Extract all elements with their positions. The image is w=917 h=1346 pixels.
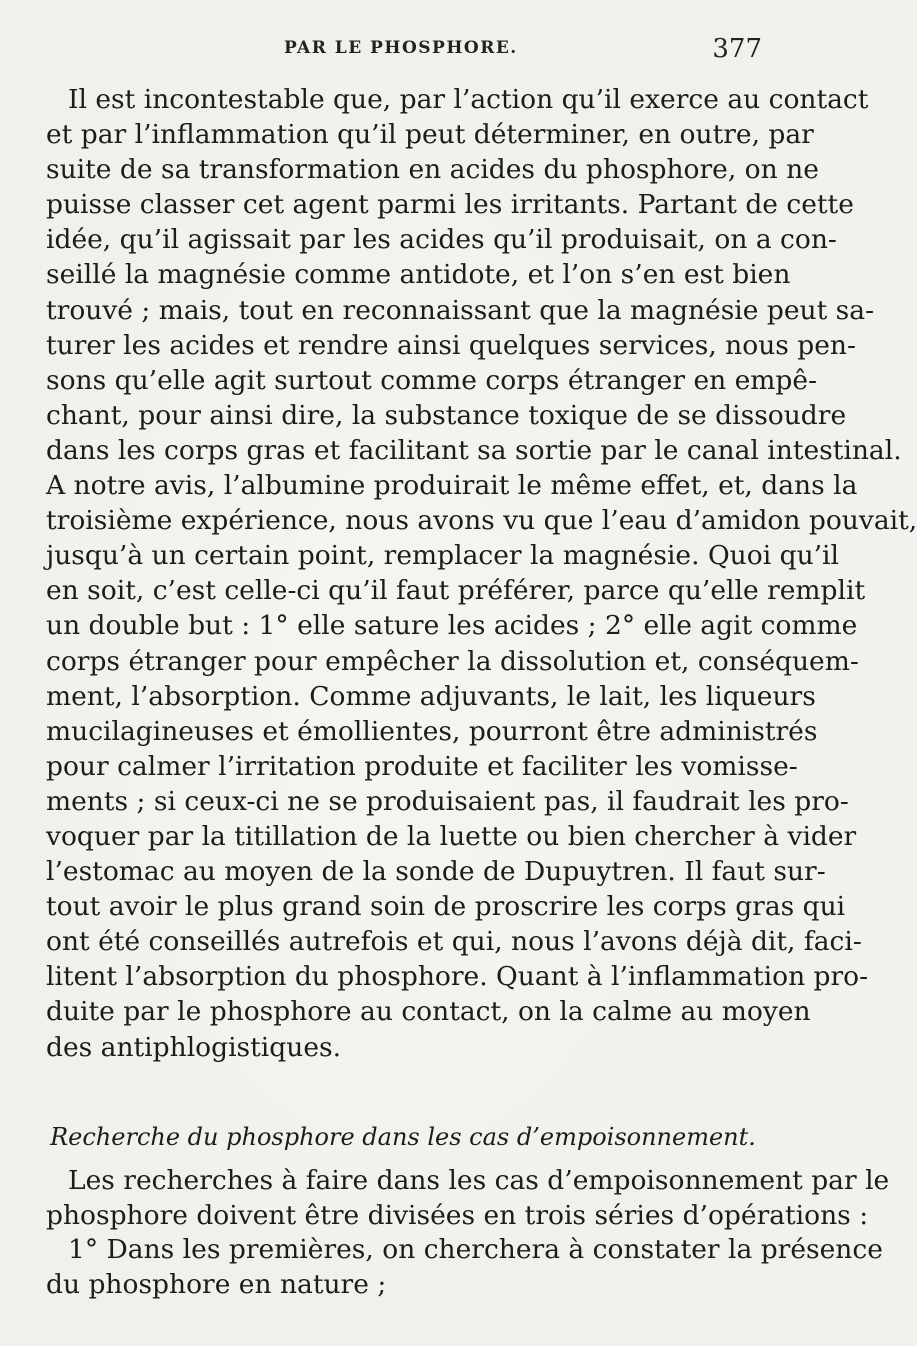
text-line: du phosphore en nature ; (46, 1268, 387, 1300)
text-line: trouvé ; mais, tout en reconnaissant que la magnésie peut sa- (46, 294, 875, 326)
paragraph-recherches (46, 1164, 890, 1302)
text-line: troisième expérience, nous avons vu que l’eau d’amidon pouvait, (46, 505, 917, 537)
text-line: suite de sa transformation en acides du phosphore, on ne (46, 154, 819, 186)
text-line: un double but : 1° elle sature les acides ; 2° elle agit comme (46, 610, 858, 642)
running-title: PAR LE PHOSPHORE. (284, 38, 518, 58)
text-line: seillé la magnésie comme antidote, et l’on s’en est bien (46, 259, 791, 291)
text-line: tout avoir le plus grand soin de proscrire les corps gras qui (46, 891, 846, 923)
text-line: et par l’inflammation qu’il peut déterminer, en outre, par (46, 119, 814, 151)
page-number: 377 (712, 34, 762, 64)
text-line: dans les corps gras et facilitant sa sortie par le canal intestinal. (46, 434, 902, 466)
text-line: mucilagineuses et émollientes, pourront être administrés (46, 715, 818, 747)
text-line: A notre avis, l’albumine produirait le même effet, et, dans la (46, 470, 858, 502)
text-line: idée, qu’il agissait par les acides qu’il produisait, on a con- (46, 224, 837, 256)
paragraph-antidote (46, 82, 917, 1065)
text-line: litent l’absorption du phosphore. Quant à l’inflammation pro- (46, 961, 869, 993)
text-line: Il est incontestable que, par l’action qu’il exerce au contact (68, 84, 869, 115)
text-line: chant, pour ainsi dire, la substance toxique de se dissoudre (46, 399, 847, 431)
text-line: sons qu’elle agit surtout comme corps étranger en empê- (46, 364, 818, 396)
text-line: duite par le phosphore au contact, on la calme au moyen (46, 996, 811, 1028)
text-line: jusqu’à un certain point, remplacer la magnésie. Quoi qu’il (46, 540, 840, 572)
text-line: Les recherches à faire dans les cas d’empoisonnement par le (68, 1165, 890, 1196)
text-line: voquer par la titillation de la luette ou bien chercher à vider (46, 820, 857, 852)
text-line: ont été conseillés autrefois et qui, nous l’avons déjà dit, faci- (46, 926, 862, 958)
text-line: l’estomac au moyen de la sonde de Dupuytren. Il faut sur- (46, 856, 826, 888)
running-head (48, 34, 766, 64)
section-title: Recherche du phosphore dans les cas d’empoisonnement. (50, 1123, 756, 1151)
text-line: ment, l’absorption. Comme adjuvants, le lait, les liqueurs (46, 680, 816, 712)
text-line: corps étranger pour empêcher la dissolution et, conséquem- (46, 645, 859, 677)
text-line: en soit, c’est celle-ci qu’il faut préférer, parce qu’elle remplit (46, 575, 866, 607)
text-line: des antiphlogistiques. (46, 1031, 342, 1063)
text-line: ments ; si ceux-ci ne se produisaient pas, il faudrait les pro- (46, 785, 849, 817)
text-line: puisse classer cet agent parmi les irritants. Partant de cette (46, 189, 854, 221)
text-line: phosphore doivent être divisées en trois séries d’opérations : (46, 1199, 869, 1231)
text-line: 1° Dans les premières, on cherchera à constater la présence (68, 1234, 883, 1265)
text-line: pour calmer l’irritation produite et faciliter les vomisse- (46, 750, 798, 782)
text-line: turer les acides et rendre ainsi quelques services, nous pen- (46, 329, 856, 361)
